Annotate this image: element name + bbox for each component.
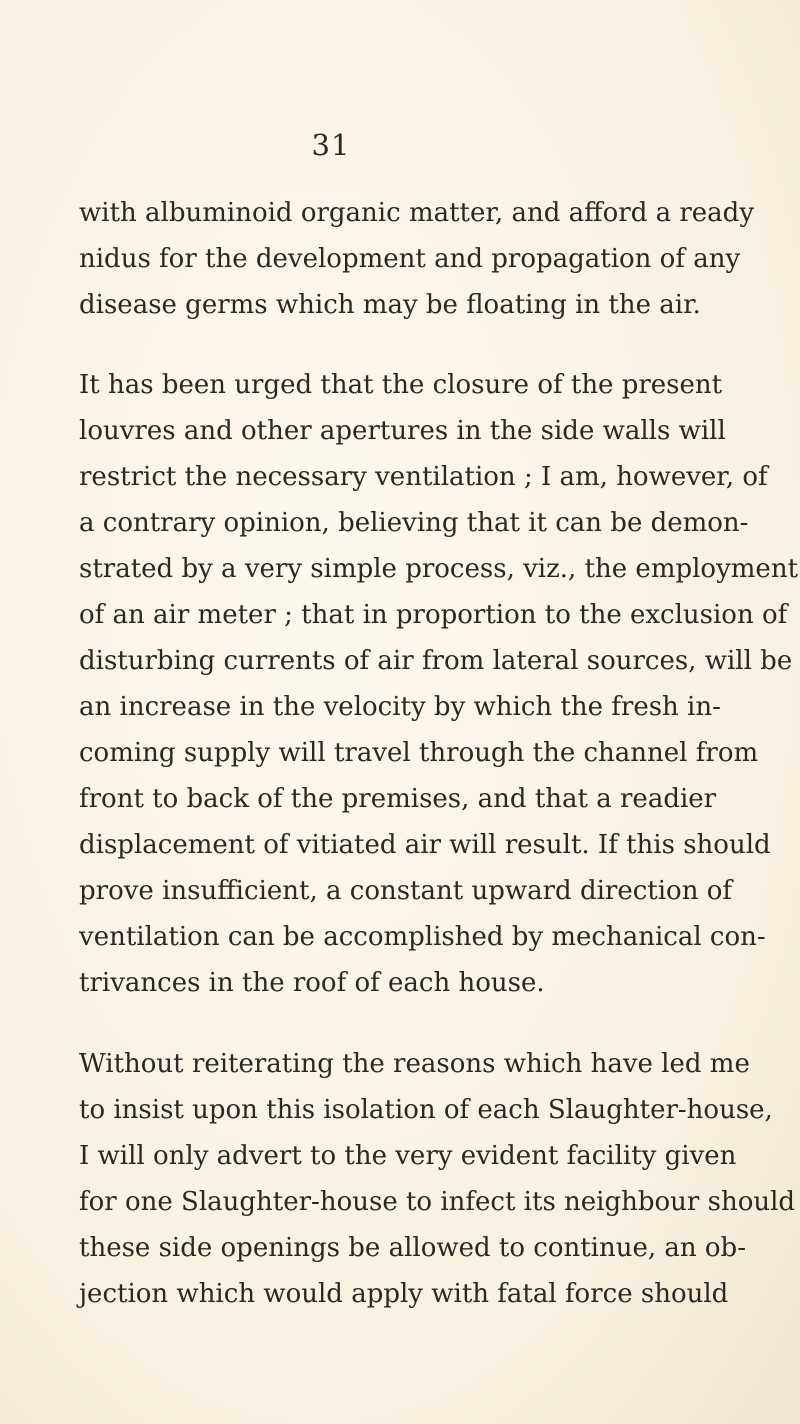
- text-line: prove insufficient, a constant upward direction of: [79, 876, 732, 906]
- text-line: Without reiterating the reasons which have led me: [79, 1049, 750, 1079]
- text-line: front to back of the premises, and that a readier: [79, 784, 717, 814]
- text-line: ventilation can be accomplished by mechanical con-: [79, 922, 766, 952]
- text-line: restrict the necessary ventilation ; I am, however, of: [79, 462, 768, 492]
- text-line: displacement of vitiated air will result. If this should: [79, 830, 771, 860]
- text-line: jection which would apply with fatal force should: [79, 1279, 729, 1309]
- text-line: these side openings be allowed to continue, an ob-: [79, 1233, 746, 1263]
- text-line: louvres and other apertures in the side walls will: [79, 416, 726, 446]
- text-line: I will only advert to the very evident facility given: [79, 1141, 737, 1171]
- text-line: disturbing currents of air from lateral sources, will be: [79, 646, 793, 676]
- text-line: trivances in the roof of each house.: [79, 968, 545, 998]
- text-line: of an air meter ; that in proportion to the exclusion of: [79, 600, 788, 630]
- text-line: an increase in the velocity by which the fresh in-: [79, 692, 721, 722]
- page-number: 31: [311, 128, 351, 162]
- text-line: nidus for the development and propagation of any: [79, 244, 741, 274]
- text-line: a contrary opinion, believing that it can be demon-: [79, 508, 749, 538]
- text-line: coming supply will travel through the channel from: [79, 738, 759, 768]
- text-line: with albuminoid organic matter, and afford a ready: [79, 198, 755, 228]
- text-line: strated by a very simple process, viz., the employment: [79, 554, 799, 584]
- text-line: to insist upon this isolation of each Slaughter-house,: [79, 1095, 773, 1125]
- text-line: disease germs which may be floating in the air.: [79, 290, 701, 320]
- text-line: It has been urged that the closure of the present: [79, 370, 723, 400]
- text-line: for one Slaughter-house to infect its neighbour should: [79, 1187, 796, 1217]
